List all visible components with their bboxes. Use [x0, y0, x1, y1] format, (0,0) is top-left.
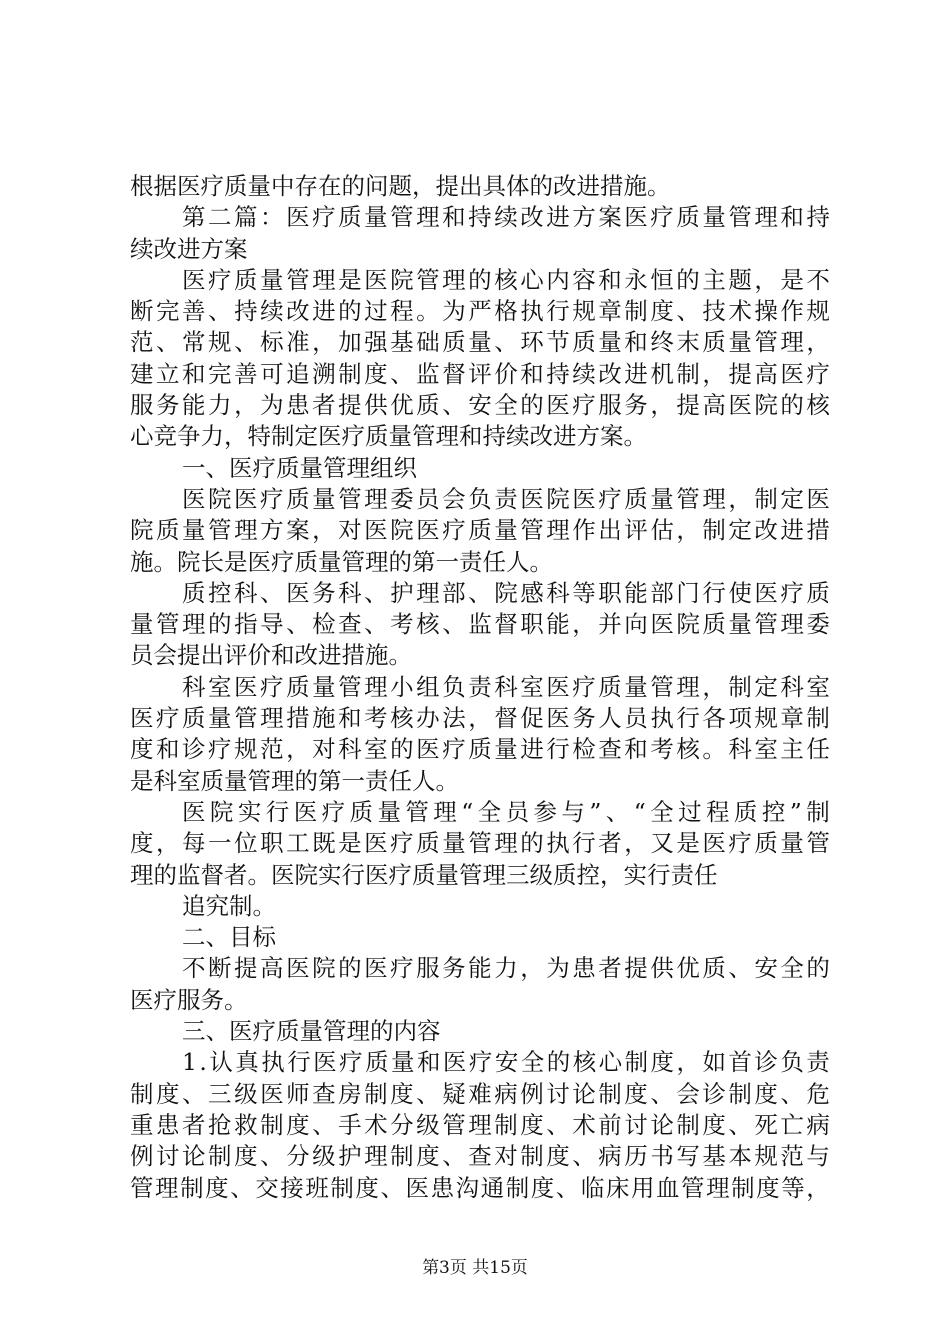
text-line: 第 二 篇 ： 医 疗 质 量 管 理 和 持 续 改 进 方 案 医 疗 质 量 管 理 和 持: [182, 203, 830, 232]
text-line: 范 、 常 规 、 标 准 ， 加 强 基 础 质 量 、 环 节 质 量 和 终 末 质 量 管 理 ，: [130, 328, 830, 357]
text-line: 不 断 提 高 医 院 的 医 疗 服 务 能 力 ， 为 患 者 提 供 优 质 、 安 全 的: [182, 954, 830, 983]
text-line: 是科室质量管理的第一责任人。: [130, 766, 459, 795]
text-line: 员会提出评价和改进措施。: [130, 641, 412, 670]
text-line: 建 立 和 完 善 可 追 溯 制 度 、 监 督 评 价 和 持 续 改 进 机 制 ， 提 高 医 疗: [130, 359, 830, 388]
page-footer: 第3页 共15页: [422, 1258, 528, 1278]
text-line: 服 务 能 力 ， 为 患 者 提 供 优 质 、 安 全 的 医 疗 服 务 ， 提 高 医 院 的 核: [130, 391, 830, 420]
text-line: 心竞争力，特制定医疗质量管理和持续改进方案。: [130, 422, 647, 451]
text-line: 医 院 医 疗 质 量 管 理 委 员 会 负 责 医 院 医 疗 质 量 管 理 ， 制 定 医: [182, 484, 830, 513]
text-line: 根据医疗质量中存在的问题，提出具体的改进措施。: [130, 172, 671, 200]
text-line: 院 质 量 管 理 方 案 ， 对 医 院 医 疗 质 量 管 理 作 出 评 估 ， 制 定 改 进 措: [130, 516, 830, 545]
text-line: 断 完 善 、 持 续 改 进 的 过 程 。 为 严 格 执 行 规 章 制 度 、 技 术 操 作 规: [130, 297, 830, 326]
document-body: [130, 171, 830, 1204]
text-line: 医 疗 质 量 管 理 措 施 和 考 核 办 法 ， 督 促 医 务 人 员 执 行 各 项 规 章 制: [130, 704, 830, 733]
text-line: 例 讨 论 制 度 、 分 级 护 理 制 度 、 查 对 制 度 、 病 历 书 写 基 本 规 范 与: [130, 1142, 830, 1171]
text-line: 量 管 理 的 指 导 、 检 查 、 考 核 、 监 督 职 能 ， 并 向 医 院 质 量 管 理 委: [130, 610, 830, 639]
text-line: 三、医疗质量管理的内容: [182, 1017, 441, 1046]
text-line: 制 度 、 三 级 医 师 查 房 制 度 、 疑 难 病 例 讨 论 制 度 、 会 诊 制 度 、 危: [130, 1079, 830, 1108]
text-line: 质 控 科 、 医 务 科 、 护 理 部 、 院 感 科 等 职 能 部 门 行 使 医 疗 质: [182, 578, 830, 607]
text-line: 一、医疗质量管理组织: [182, 453, 417, 482]
text-line: 重 患 者 抢 救 制 度 、 手 术 分 级 管 理 制 度 、 术 前 讨 论 制 度 、 死 亡 病: [130, 1110, 830, 1139]
text-line: 续改进方案: [130, 234, 248, 263]
text-line: 科 室 医 疗 质 量 管 理 小 组 负 责 科 室 医 疗 质 量 管 理 ， 制 定 科 室: [182, 672, 830, 701]
text-line: 度 ， 每 一 位 职 工 既 是 医 疗 质 量 管 理 的 执 行 者 ， 又 是 医 疗 质 量 管: [130, 829, 830, 858]
text-line: 二、目标: [182, 923, 276, 952]
text-line: 医 疗 质 量 管 理 是 医 院 管 理 的 核 心 内 容 和 永 恒 的 主 题 ， 是 不: [182, 265, 830, 294]
text-line: 1 . 认 真 执 行 医 疗 质 量 和 医 疗 安 全 的 核 心 制 度 ， 如 首 诊 负 责: [182, 1048, 830, 1077]
text-line: 医疗服务。: [130, 985, 248, 1014]
text-line: 追究制。: [182, 891, 276, 920]
text-line: 医 院 实 行 医 疗 质 量 管 理 “ 全 员 参 与 ” 、 “ 全 过 程 质 控 ” 制: [182, 797, 830, 826]
text-line: 度 和 诊 疗 规 范 ， 对 科 室 的 医 疗 质 量 进 行 检 查 和 考 核 。 科 室 主 任: [130, 735, 830, 764]
text-line: 施。院长是医疗质量管理的第一责任人。: [130, 547, 553, 576]
text-line: 理的监督者。医院实行医疗质量管理三级质控，实行责任: [130, 860, 718, 889]
text-line: 管 理 制 度 、 交 接 班 制 度 、 医 患 沟 通 制 度 、 临 床 用 血 管 理 制 度 等 ，: [130, 1173, 830, 1202]
